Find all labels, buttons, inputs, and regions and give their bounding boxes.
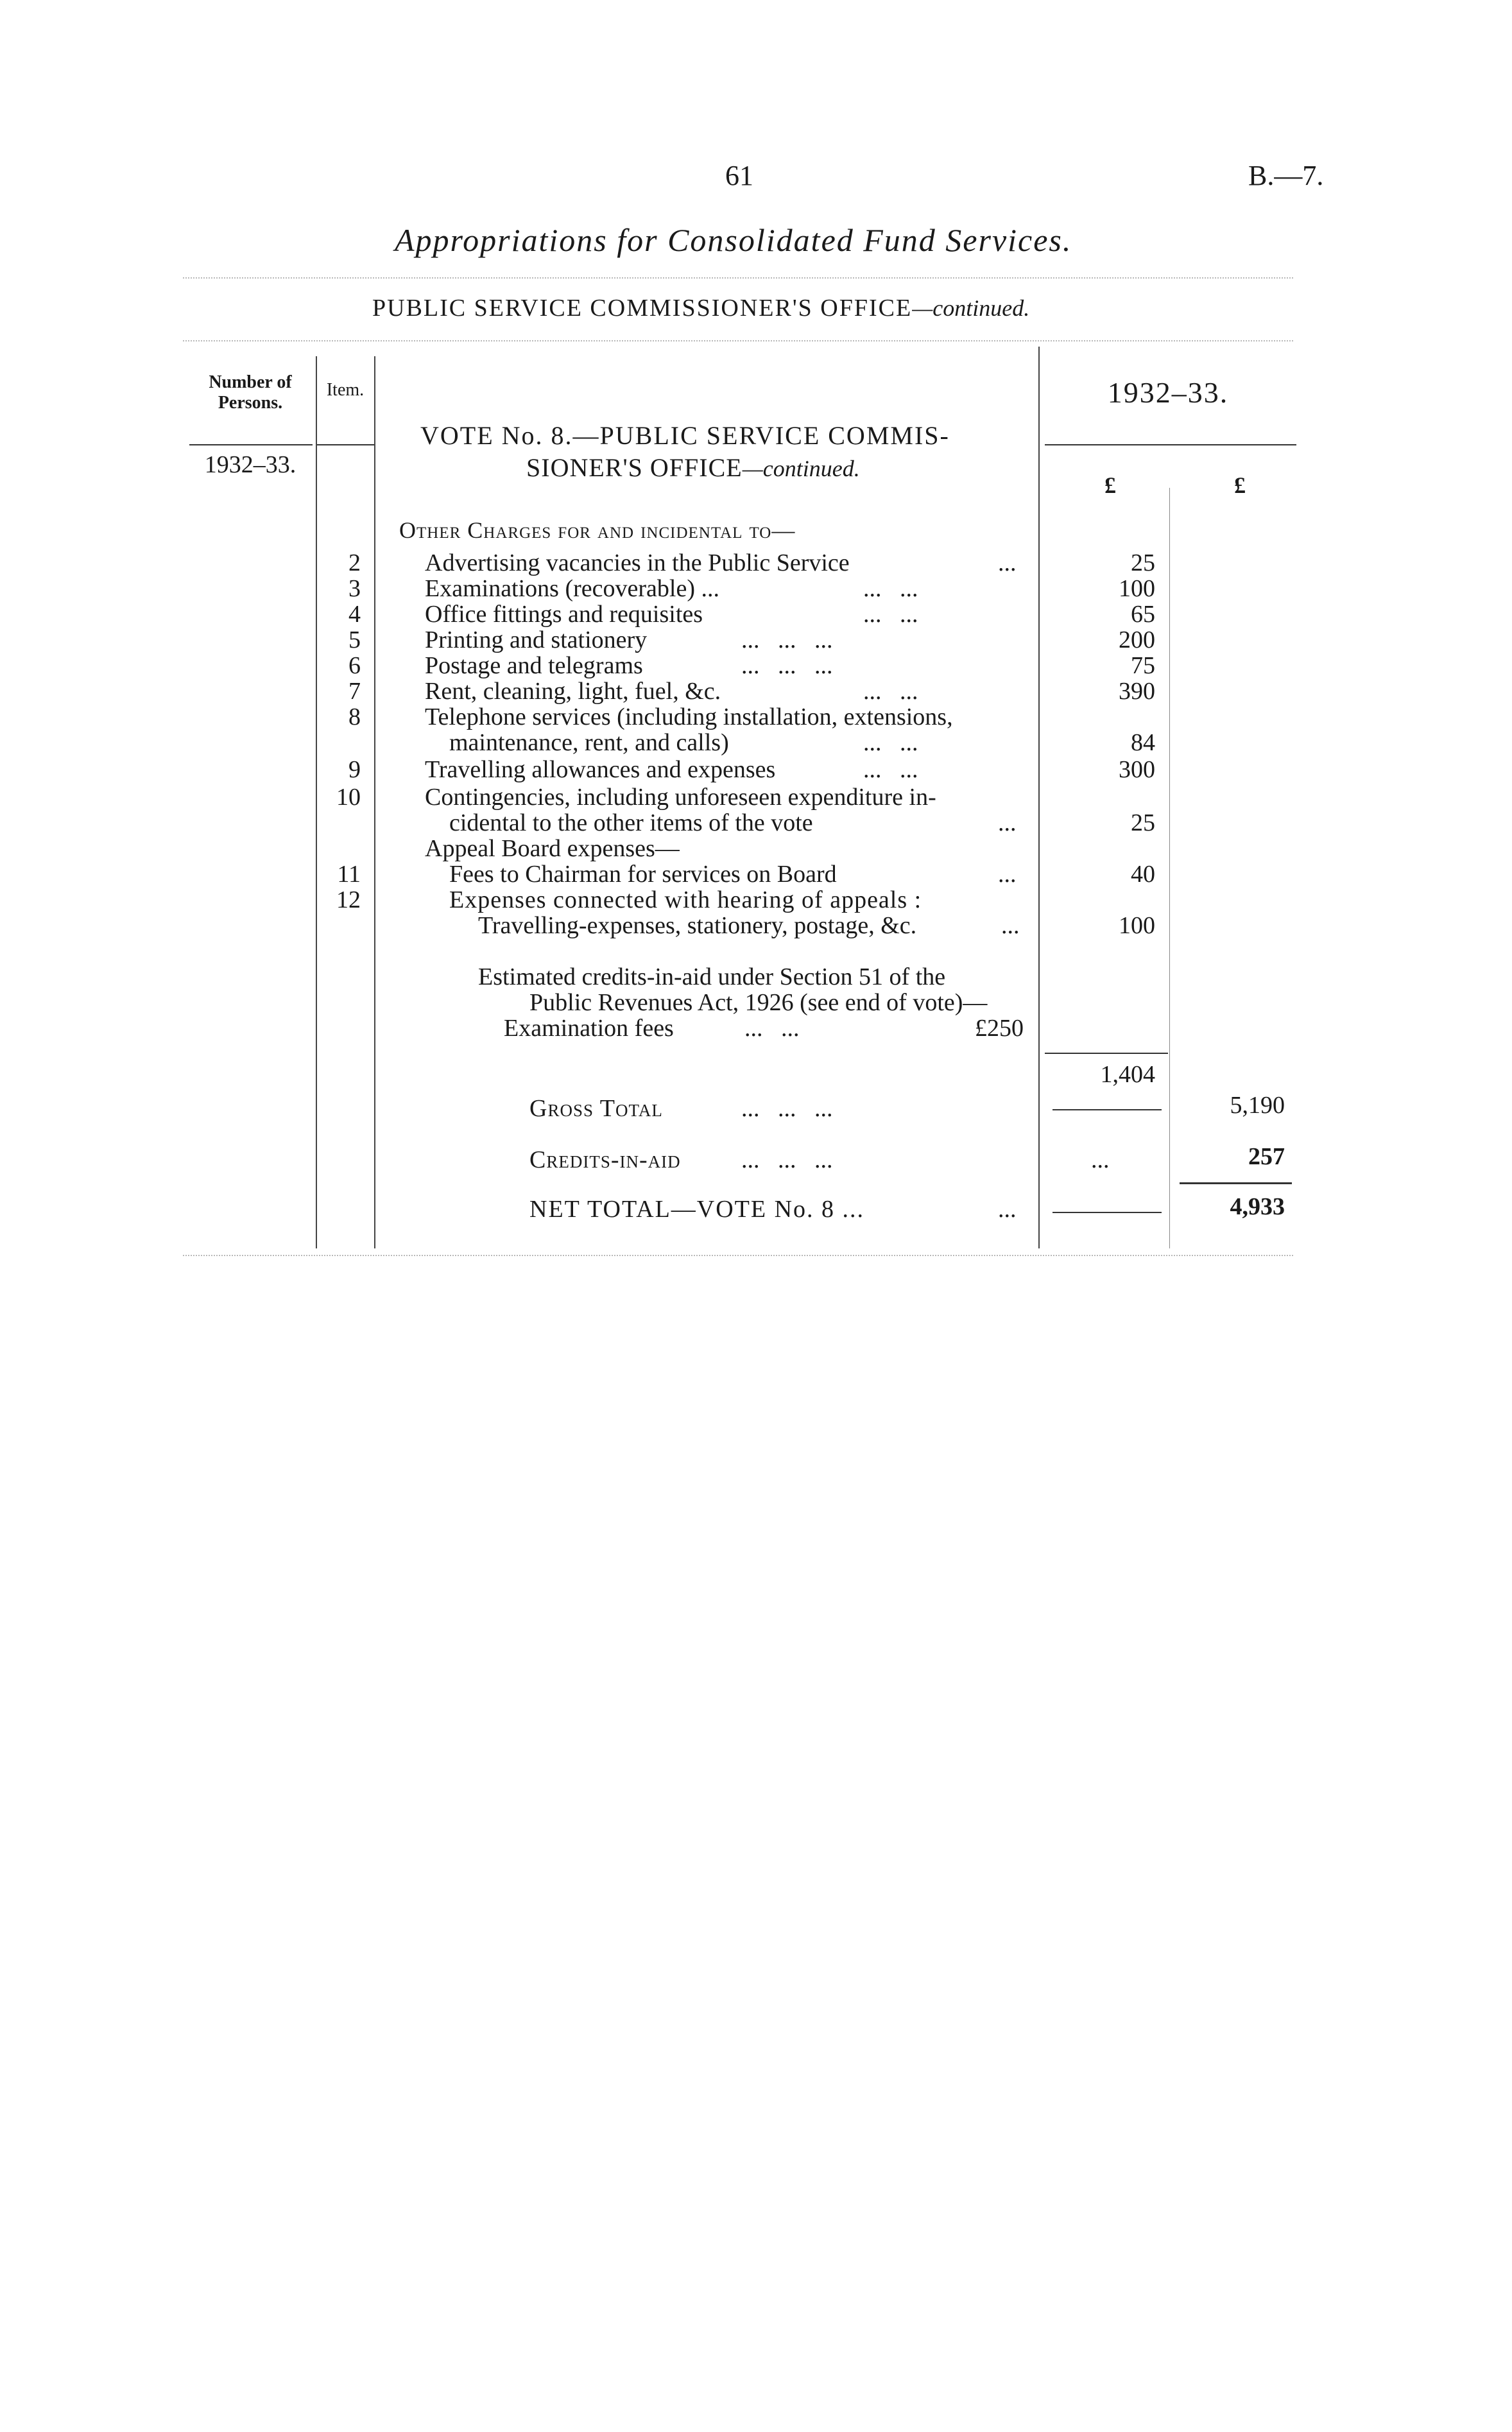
item-description: Advertising vacancies in the Public Service (425, 549, 850, 576)
item-desc-divider (374, 356, 375, 1248)
credits-in-aid-value: 257 (1248, 1143, 1285, 1170)
office-heading (372, 294, 1029, 322)
item-description-cont: Travelling-expenses, stationery, postage, &c. (478, 912, 917, 939)
item-number: 6 (348, 652, 361, 679)
item-leader-dots: ... ... (863, 678, 918, 705)
item-description: Printing and stationery (425, 626, 648, 653)
credits-note-line3: Examination fees (504, 1015, 674, 1042)
page-number: 61 (725, 160, 753, 191)
item-amount: 84 (1131, 729, 1155, 756)
appeal-board-heading: Appeal Board expenses— (425, 835, 680, 862)
item-number: 11 (337, 861, 361, 888)
item-description: Office fittings and requisites (425, 601, 703, 628)
section-heading: Other Charges for and incidental to— (399, 517, 796, 543)
item-leader-dots: ... ... (863, 601, 918, 628)
vote-suffix: —continued. (742, 456, 860, 481)
item-description: Fees to Chairman for services on Board (449, 861, 837, 888)
item-leader-dots: ... ... ... (741, 626, 833, 653)
table-bottom-rule (183, 1255, 1293, 1256)
item-amount: 300 (1119, 756, 1155, 783)
credits-note-line2: Public Revenues Act, 1926 (see end of vote)— (529, 989, 988, 1016)
item-description-cont: cidental to the other items of the vote (449, 809, 813, 836)
net-total-top-rule (1180, 1182, 1292, 1184)
item-amount: 75 (1131, 652, 1155, 679)
item-amount: 100 (1119, 575, 1155, 602)
item-leader-dots: ... ... (863, 575, 918, 602)
table-top-rule (183, 340, 1293, 341)
gross-total-value: 5,190 (1230, 1092, 1285, 1119)
item-description-cont: maintenance, rent, and calls) (449, 729, 729, 756)
item-number: 3 (348, 575, 361, 602)
item-amount: 65 (1131, 601, 1155, 628)
desc-amount-divider (1038, 347, 1040, 1248)
vote-office: SIONER'S OFFICE (526, 453, 743, 482)
item-number: 4 (348, 601, 361, 628)
net-mid-rule (1052, 1212, 1162, 1213)
document-reference: B.—7. (1248, 160, 1324, 191)
title-rule (183, 277, 1293, 279)
item-leader-dots: ... (1001, 912, 1020, 939)
persons-header-rule (189, 444, 313, 445)
item-number: 12 (336, 886, 361, 913)
item-description: Examinations (recoverable) ... (425, 575, 719, 602)
pound-header-1: £ (1104, 472, 1116, 498)
item-description: Contingencies, including unforeseen expenditure in- (425, 784, 936, 811)
year-header: 1932–33. (1107, 376, 1229, 409)
persons-year: 1932–33. (204, 451, 296, 478)
credits-in-aid-label: Credits-in-aid (529, 1146, 681, 1173)
net-total-dots: ... (998, 1196, 1017, 1223)
item-amount: 390 (1119, 678, 1155, 705)
item-number: 9 (348, 756, 361, 783)
item-number: 10 (336, 784, 361, 811)
item-leader-dots: ... (998, 809, 1017, 836)
credits-note-dots: ... ... (744, 1015, 800, 1042)
credits-in-aid-dots: ... ... ... (741, 1146, 833, 1173)
credits-in-aid-mid: ... (1091, 1146, 1110, 1173)
item-amount: 200 (1119, 626, 1155, 653)
item-number: 2 (348, 549, 361, 576)
credits-note-line1: Estimated credits-in-aid under Section 51 of the (478, 963, 946, 990)
year-header-rule (1045, 444, 1296, 445)
page-title: Appropriations for Consolidated Fund Services. (395, 222, 1072, 258)
item-leader-dots: ... ... (863, 756, 918, 783)
item-description: Postage and telegrams (425, 652, 643, 679)
item-number: 7 (348, 678, 361, 705)
gross-mid-rule (1052, 1109, 1162, 1110)
item-header-rule (317, 444, 374, 445)
item-description: Travelling allowances and expenses (425, 756, 776, 783)
office-name: PUBLIC SERVICE COMMISSIONER'S OFFICE (372, 295, 913, 322)
item-description: Telephone services (including installation, extensions, (425, 703, 953, 730)
item-amount: 100 (1119, 912, 1155, 939)
credits-note-amount: £250 (975, 1015, 1024, 1042)
vote-heading-line2 (526, 453, 860, 483)
item-number: 5 (348, 626, 361, 653)
item-description: Expenses connected with hearing of appeals : (449, 886, 922, 913)
subtotal-amount: 1,404 (1100, 1061, 1155, 1088)
net-total-value: 4,933 (1230, 1193, 1285, 1220)
item-leader-dots: ... ... (863, 729, 918, 756)
gross-total-dots: ... ... ... (741, 1095, 833, 1122)
item-leader-dots: ... ... ... (741, 652, 833, 679)
office-suffix: —continued. (912, 295, 1030, 321)
pound-header-2: £ (1234, 472, 1246, 498)
item-leader-dots: ... (998, 861, 1017, 888)
item-amount: 25 (1131, 549, 1155, 576)
persons-header: Number of Persons. (209, 372, 292, 413)
item-number: 8 (348, 703, 361, 730)
amount-total-divider (1169, 488, 1170, 1248)
gross-total-label: Gross Total (529, 1095, 663, 1122)
item-header: Item. (326, 380, 365, 400)
item-amount: 40 (1131, 861, 1155, 888)
subtotal-rule (1045, 1053, 1168, 1054)
persons-item-divider (316, 356, 317, 1248)
item-leader-dots: ... (998, 549, 1017, 576)
item-amount: 25 (1131, 809, 1155, 836)
item-description: Rent, cleaning, light, fuel, &c. (425, 678, 721, 705)
net-total-label: NET TOTAL—VOTE No. 8 ... (529, 1196, 865, 1223)
vote-heading-line1: VOTE No. 8.—PUBLIC SERVICE COMMIS- (420, 421, 950, 450)
